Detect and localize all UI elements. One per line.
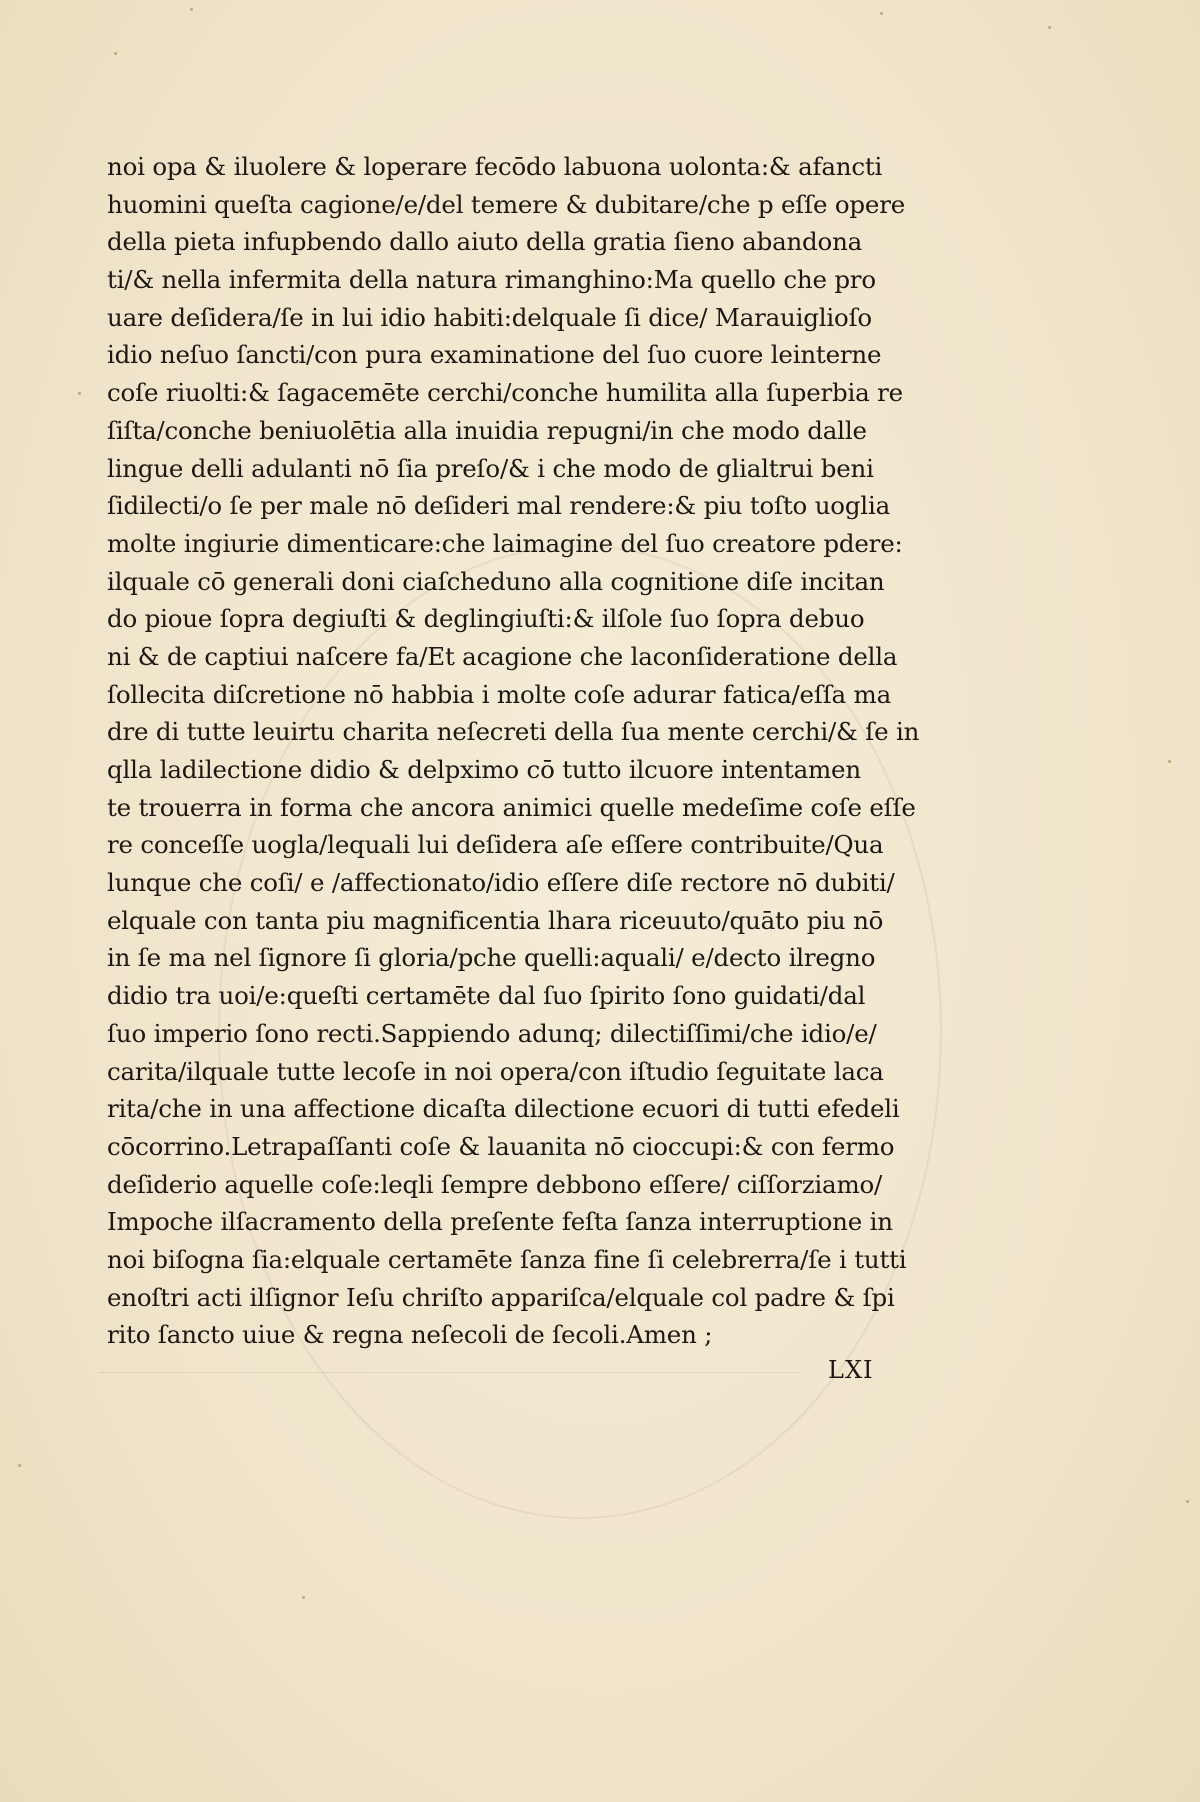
text-line: te trouerra in forma che ancora animici quelle medeſime coſe eſſe	[107, 792, 916, 822]
folio-number: LXI	[828, 1356, 874, 1384]
text-line: re conceſſe uogla/lequali lui deſidera aſe eſſere contribuite/Qua	[107, 830, 884, 860]
text-line: huomini queſta cagione/e/del temere & dubitare/che p eſſe opere	[107, 189, 906, 219]
ink-speck	[1168, 760, 1171, 763]
text-line: do pioue ſopra degiuſti & deglingiuſti:& ilſole ſuo ſopra debuo	[107, 604, 865, 634]
ink-speck	[302, 1596, 305, 1599]
text-line: della pieta infupbendo dallo aiuto della gratia ſieno abandona	[107, 227, 863, 257]
ink-speck	[18, 1464, 21, 1467]
text-line: ti/& nella infermita della natura rimanghino:Ma quello che pro	[107, 265, 876, 295]
ink-speck	[1048, 26, 1051, 29]
text-line: idio neſuo ſancti/con pura examinatione del ſuo cuore leinterne	[107, 340, 882, 370]
text-line: coſe riuolti:& ſagacemēte cerchi/conche humilita alla ſuperbia re	[107, 378, 903, 408]
text-line: lingue delli adulanti nō ſia preſo/& i che modo de glialtrui beni	[107, 453, 874, 483]
text-line: qlla ladilectione didio & delpximo cō tutto ilcuore intentamen	[107, 755, 861, 784]
body-text	[107, 148, 937, 1354]
text-line: in ſe ma nel ſignore ſi gloria/pche quelli:aquali/ e/decto ilregno	[107, 943, 876, 973]
text-line: elquale con tanta piu magnificentia lhara riceuuto/quāto piu nō	[107, 905, 884, 935]
text-line: enoſtri acti ilſignor Ieſu chriſto appariſca/elquale col padre & ſpi	[107, 1282, 895, 1312]
text-line: ſuo imperio ſono recti.Sappiendo adunq; dilectiſſimi/che idio/e/	[107, 1018, 877, 1048]
show-through-trace	[100, 1372, 800, 1373]
text-line: rita/che in una affectione dicaſta dilectione ecuori di tutti efedeli	[107, 1094, 900, 1124]
text-line: deſiderio aquelle coſe:leqli ſempre debbono eſſere/ ciſſorziamo/	[107, 1169, 883, 1199]
text-line: rito ſancto uiue & regna neſecoli de ſecoli.Amen ;	[107, 1320, 713, 1350]
text-line: Impoche ilſacramento della preſente feſta ſanza interruptione in	[107, 1207, 893, 1237]
text-line: ni & de captiui naſcere fa/Et acagione che laconſideratione della	[107, 641, 898, 671]
ink-speck	[880, 12, 883, 15]
text-line: noi biſogna ſia:elquale certamēte ſanza fine ſi celebrerra/ſe i tutti	[107, 1244, 907, 1274]
text-line: ſidilecti/o ſe per male nō deſideri mal rendere:& piu toſto uoglia	[107, 491, 890, 521]
ink-speck	[1186, 1500, 1189, 1503]
text-line: didio tra uoi/e:queſti certamēte dal ſuo ſpirito ſono guidati/dal	[107, 981, 866, 1011]
text-line: ilquale cō generali doni ciaſcheduno alla cognitione diſe incitan	[107, 566, 885, 596]
ink-speck	[78, 392, 81, 395]
text-line: lunque che coſi/ e /affectionato/idio eſſere diſe rectore nō dubiti/	[107, 868, 895, 898]
ink-speck	[190, 8, 193, 11]
text-line: cōcorrino.Letrapaſſanti coſe & lauanita nō cioccupi:& con fermo	[107, 1131, 895, 1161]
text-line: noi opa & iluolere & loperare fecōdo labuona uolonta:& afancti	[107, 152, 883, 181]
ink-speck	[114, 52, 117, 55]
text-line: carita/ilquale tutte lecoſe in noi opera/con iſtudio ſeguitate laca	[107, 1056, 884, 1086]
text-line: molte ingiurie dimenticare:che laimagine del ſuo creatore pdere:	[107, 528, 903, 558]
text-line: ſiſta/conche beniuolētia alla inuidia repugni/in che modo dalle	[107, 415, 867, 445]
text-line: dre di tutte leuirtu charita neſecreti della ſua mente cerchi/& ſe in	[107, 717, 920, 747]
text-line: uare deſidera/ſe in lui idio habiti:delquale ſi dice/ Marauiglioſo	[107, 302, 872, 332]
text-line: ſollecita diſcretione nō habbia i molte coſe adurar fatica/eſſa ma	[107, 679, 891, 709]
